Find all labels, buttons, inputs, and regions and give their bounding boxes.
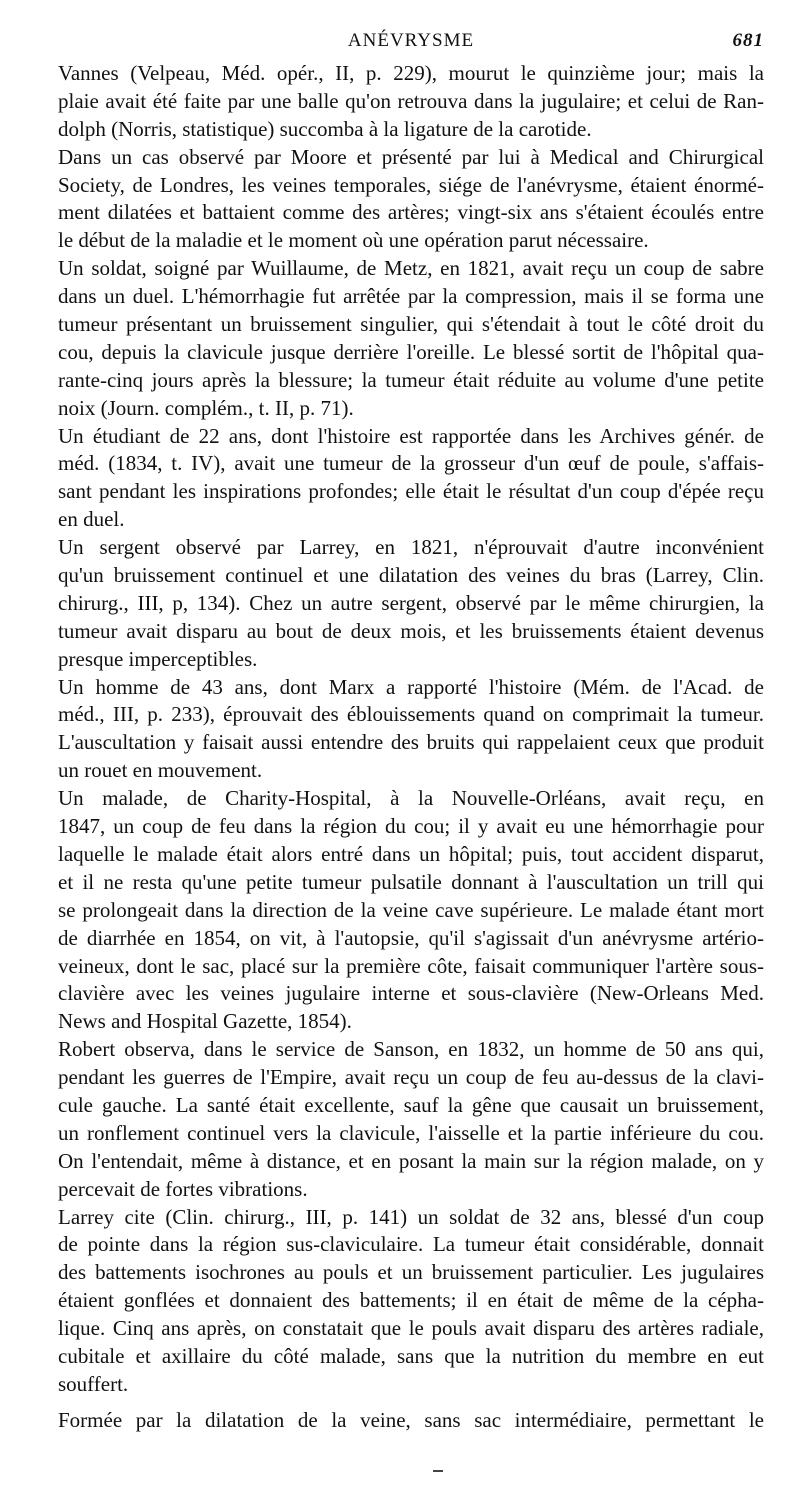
footer-mark — [433, 1470, 443, 1472]
text-line: presque imperceptibles. — [58, 646, 258, 671]
text-line: un rouet en mouvement. — [58, 758, 263, 783]
text-line: Formée par la dilatation de la veine, sans sac intermédiaire, permettant le — [58, 1407, 764, 1432]
text-line: des battements isochrones au pouls et un bruissement particulier. Les jugulaires — [58, 1260, 764, 1285]
text-line: souffert. — [58, 1371, 129, 1396]
text-line: Un sergent observé par Larrey, en 1821, n'éprouvait d'autre inconvénient — [58, 535, 764, 560]
text-line: chirurg., III, p, 134). Chez un autre sergent, observé par le même chirurgien, la — [58, 590, 764, 615]
text-line: Un soldat, soigné par Wuillaume, de Metz, en 1821, avait reçu un coup de sabre — [58, 256, 764, 281]
text-line: tumeur avait disparu au bout de deux mois, et les bruissements étaient devenus — [58, 618, 764, 643]
running-header — [58, 30, 764, 54]
text-line: cule gauche. La santé était excellente, sauf la gêne que causait un bruissement, — [58, 1092, 764, 1117]
text-line: se prolongeait dans la direction de la veine cave supérieure. Le malade étant mort — [58, 897, 764, 922]
text-line: On l'entendait, même à distance, et en posant la main sur la région malade, on y — [58, 1148, 764, 1173]
text-line: L'auscultation y faisait aussi entendre des bruits qui rappelaient ceux que produit — [58, 730, 764, 755]
text-line: percevait de fortes vibrations. — [58, 1176, 308, 1201]
text-line: News and Hospital Gazette, 1854). — [58, 1009, 352, 1034]
text-line: dans un duel. L'hémorrhagie fut arrêtée par la compression, mais il se forma une — [58, 284, 764, 309]
text-line: pendant les guerres de l'Empire, avait reçu un coup de feu au-dessus de la clavi- — [58, 1065, 764, 1090]
text-line: plaie avait été faite par une balle qu'on retrouva dans la jugulaire; et celui de Ran- — [58, 88, 764, 113]
text-line: noix (Journ. complém., t. II, p. 71). — [58, 395, 354, 420]
text-line: dolph (Norris, statistique) succomba à la ligature de la carotide. — [58, 116, 592, 141]
paragraph-gap — [58, 1399, 764, 1407]
text-line: 1847, un coup de feu dans la région du cou; il y avait eu une hémorrhagie pour — [58, 814, 764, 839]
text-line: Un étudiant de 22 ans, dont l'histoire est rapportée dans les Archives génér. de — [58, 423, 764, 448]
text-line: ment dilatées et battaient comme des artères; vingt-six ans s'étaient écoulés entre — [58, 200, 764, 225]
text-line: clavière avec les veines jugulaire interne et sous-clavière (New-Orleans Med. — [58, 981, 764, 1006]
text-line: Robert observa, dans le service de Sanson, en 1832, un homme de 50 ans qui, — [58, 1037, 764, 1062]
text-line: le début de la maladie et le moment où une opération parut nécessaire. — [58, 228, 649, 253]
text-line: rante-cinq jours après la blessure; la tumeur était réduite au volume d'une petite — [58, 367, 764, 392]
text-line: Vannes (Velpeau, Méd. opér., II, p. 229), mourut le quinzième jour; mais la — [58, 61, 764, 85]
text-line: de pointe dans la région sus-claviculaire. La tumeur était considérable, donnait — [58, 1232, 764, 1257]
text-line: Dans un cas observé par Moore et présenté par lui à Medical and Chirurgical — [58, 144, 764, 169]
text-line: sant pendant les inspirations profondes; elle était le résultat d'un coup d'épée reçu — [58, 479, 764, 504]
text-line: Un malade, de Charity-Hospital, à la Nouvelle-Orléans, avait reçu, en — [58, 786, 764, 811]
text-line: de diarrhée en 1854, on vit, à l'autopsie, qu'il s'agissait d'un anévrysme artério- — [58, 925, 764, 950]
page-title: ANÉVRYSME — [347, 30, 475, 51]
text-line: Un homme de 43 ans, dont Marx a rapporté l'histoire (Mém. de l'Acad. de — [58, 674, 764, 699]
text-line: lique. Cinq ans après, on constatait que le pouls avait disparu des artères radiale, — [58, 1316, 764, 1341]
text-line: en duel. — [58, 507, 125, 532]
text-line: veineux, dont le sac, placé sur la première côte, faisait communiquer l'artère sous- — [58, 953, 764, 978]
text-line: étaient gonflées et donnaient des battements; il en était de même de la cépha- — [58, 1288, 764, 1313]
text-line: cubitale et axillaire du côté malade, sans que la nutrition du membre en eut — [58, 1343, 764, 1368]
text-line: Larrey cite (Clin. chirurg., III, p. 141) un soldat de 32 ans, blessé d'un coup — [58, 1204, 764, 1229]
text-line: qu'un bruissement continuel et une dilatation des veines du bras (Larrey, Clin. — [58, 563, 764, 588]
text-line: et il ne resta qu'une petite tumeur pulsatile donnant à l'auscultation un trill qui — [58, 869, 764, 894]
text-line: méd. (1834, t. IV), avait une tumeur de la grosseur d'un œuf de poule, s'affais- — [58, 451, 764, 476]
page-number: 681 — [732, 30, 764, 51]
text-line: méd., III, p. 233), éprouvait des éblouissements quand on comprimait la tumeur. — [58, 702, 764, 727]
text-line: tumeur présentant un bruissement singulier, qui s'étendait à tout le côté droit du — [58, 312, 764, 337]
body-text — [58, 60, 764, 1435]
text-line: laquelle le malade était alors entré dans un hôpital; puis, tout accident disparut, — [58, 841, 764, 866]
text-line: Society, de Londres, les veines temporales, siége de l'anévrysme, étaient énormé- — [58, 172, 764, 197]
text-line: cou, depuis la clavicule jusque derrière l'oreille. Le blessé sortit de l'hôpital qua- — [58, 339, 764, 364]
text-line: un ronflement continuel vers la clavicule, l'aisselle et la partie inférieure du cou. — [58, 1120, 764, 1145]
